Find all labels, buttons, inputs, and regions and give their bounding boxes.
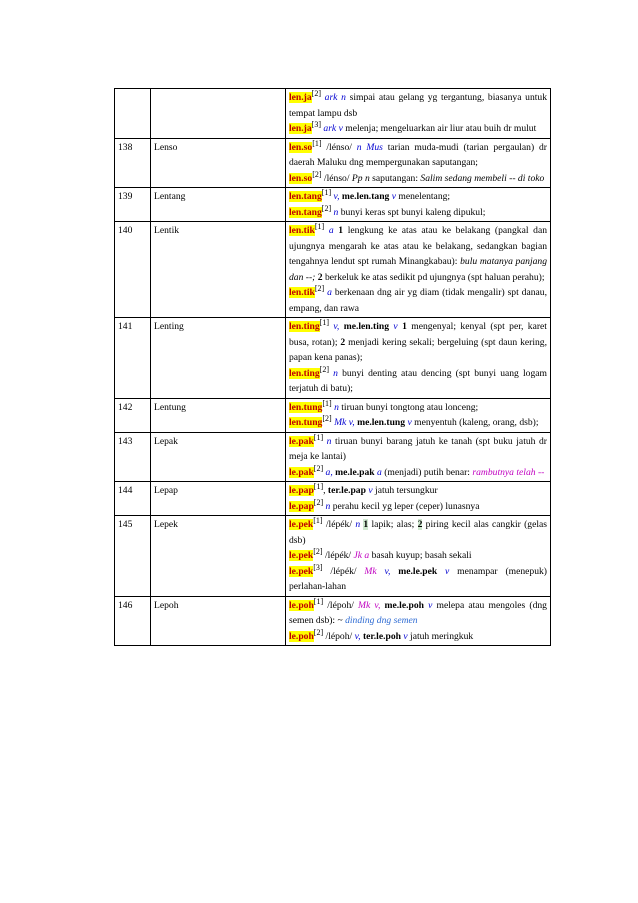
word-class-label: v, <box>333 321 340 332</box>
sense-line <box>289 366 547 397</box>
derived-form: me.len.ting <box>343 321 390 332</box>
homonym-number: [2] <box>312 169 322 179</box>
derived-form: 1 <box>402 321 407 332</box>
headword: len.so <box>289 141 313 153</box>
definition-text: basah kuyup; basah sekali <box>369 550 472 561</box>
region-label: Mk <box>364 565 377 577</box>
entry-definitions <box>286 138 551 188</box>
sense-line <box>289 140 547 171</box>
headword: le.pap <box>289 500 314 512</box>
sense-line <box>289 629 547 645</box>
entry-number: 142 <box>115 398 151 432</box>
word-class-label: a <box>328 225 334 236</box>
word-class-label: a <box>377 466 382 478</box>
headword: le.pak <box>289 435 314 447</box>
homonym-number: [2] <box>319 364 329 374</box>
homonym-number: [3] <box>311 120 321 129</box>
word-class-label: n <box>333 367 338 379</box>
table-row <box>115 318 551 399</box>
definition-text: saputangan: <box>369 172 421 184</box>
definition-text: bunyi denting atau dencing (spt bunyi uang logam terjatuh di batu); <box>289 367 547 394</box>
headword: len.tik <box>289 287 315 298</box>
definition-text: tiruan bunyi barang jatuh ke tanah (spt buku jatuh dr meja ke lantai) <box>289 435 547 462</box>
word-class-label: v <box>445 565 450 577</box>
definition-text: (menjadi) putih benar: <box>381 466 473 478</box>
entry-number <box>115 89 151 139</box>
headword: le.pek <box>289 519 314 530</box>
word-class-label: v <box>391 191 396 202</box>
definition-text: piring kecil alas cangkir (gelas dsb) <box>289 519 548 546</box>
sense-line <box>289 285 547 316</box>
word-class-label: n <box>325 500 331 512</box>
derived-form: ter.le.pap <box>327 485 366 496</box>
entry-number: 146 <box>115 596 151 646</box>
entry-word: Lentang <box>151 188 286 222</box>
derived-form: ter.le.poh <box>362 630 401 642</box>
definition-text: jatuh tersungkur <box>372 485 438 496</box>
word-class-label: v <box>368 485 373 496</box>
homonym-number: [2] <box>314 284 325 293</box>
headword: le.poh <box>289 630 314 642</box>
headword: len.tang <box>289 191 322 202</box>
sense-line <box>289 171 547 187</box>
sense-line <box>289 499 547 515</box>
word-class-label: n <box>333 206 339 218</box>
table-row <box>115 89 551 139</box>
derived-form: me.len.tang <box>341 191 390 202</box>
definition-text: lengkung ke atas atau ke belakang (pangkal dan ujungnya mengarah ke atas atau ke belakang, sedangkan bagian tengahnya lendut spt rumah Minangkabau): <box>289 225 547 267</box>
sense-line <box>289 415 547 431</box>
entry-number: 144 <box>115 482 151 516</box>
definition-text: melenja; mengeluarkan air liur atau buih dr mulut <box>342 123 537 134</box>
region-label: Mk v, <box>358 599 381 611</box>
word-class-label: v, <box>354 630 361 642</box>
sense-line <box>289 90 547 121</box>
definition-text: /lépék/ <box>322 550 354 561</box>
sense-number: 1 <box>363 519 369 530</box>
entry-definitions <box>286 188 551 222</box>
homonym-number: [1] <box>312 138 322 148</box>
word-class-label: Mk <box>334 417 347 428</box>
table-row <box>115 432 551 482</box>
definition-text: melepa atau mengoles (dng semen dsb): ~ <box>289 599 547 626</box>
entry-definitions <box>286 222 551 318</box>
headword: le.pek <box>289 550 314 561</box>
homonym-number: [1] <box>314 222 325 231</box>
definition-text: menyentuh (kaleng, orang, dsb); <box>411 417 539 428</box>
sense-line <box>289 319 547 366</box>
definition-text: menampar (menepuk) perlahan-lahan <box>289 565 547 592</box>
definition-text: menelentang; <box>396 191 451 202</box>
region-label: Jk a <box>353 550 370 561</box>
definition-text: /lénso/ <box>321 141 357 153</box>
entry-definitions <box>286 398 551 432</box>
homonym-number: [2] <box>322 414 332 423</box>
table-row <box>115 596 551 646</box>
sense-line <box>289 564 547 595</box>
definition-text: , <box>323 485 328 496</box>
word-class-label: v <box>403 630 408 642</box>
definition-text: jatuh meringkuk <box>407 630 474 642</box>
word-class-label: v, <box>333 191 340 202</box>
homonym-number: [2] <box>313 627 324 637</box>
homonym-number: [1] <box>313 432 324 442</box>
homonym-number: [2] <box>313 463 324 473</box>
definition-text: bunyi keras spt bunyi kaleng dipukul; <box>338 206 486 218</box>
sense-line <box>289 483 547 499</box>
entry-number: 143 <box>115 432 151 482</box>
word-class-label: v, <box>348 417 355 428</box>
entry-number: 140 <box>115 222 151 318</box>
word-class-label: a, <box>325 466 333 478</box>
definition-text: mengenyal; kenyal (spt per, karet busa, rotan); <box>289 321 547 348</box>
derived-form: me.len.tung <box>357 417 406 428</box>
entry-definitions <box>286 482 551 516</box>
sense-line <box>289 189 547 205</box>
italic-text: Pp n <box>351 172 370 184</box>
word-class-label: n <box>326 435 332 447</box>
definition-text: lapik; alas; <box>368 519 418 530</box>
definition-text: /lénso/ <box>321 172 352 184</box>
derived-form: me.le.pak <box>335 466 375 478</box>
sense-line <box>289 205 547 221</box>
sense-line <box>289 465 547 481</box>
table-row <box>115 398 551 432</box>
table-row <box>115 188 551 222</box>
homonym-number: [1] <box>313 482 324 491</box>
definition-text: /lépék/ <box>322 519 356 530</box>
entry-definitions <box>286 318 551 399</box>
italic-text: Salim sedang membeli -- di toko <box>420 172 545 184</box>
headword: len.tung <box>289 401 323 413</box>
word-class-label: n <box>355 519 361 530</box>
word-class-label: n Mus <box>356 141 383 153</box>
word-class-label: v <box>428 599 433 611</box>
word-class-label: v, <box>384 565 391 577</box>
definition-text: /lépoh/ <box>323 630 355 642</box>
headword: le.pak <box>289 466 314 478</box>
sense-number: 2 <box>417 519 423 530</box>
definition-text: perahu kecil yg leper (ceper) lunasnya <box>330 500 480 512</box>
entry-word: Lepek <box>151 516 286 597</box>
region-label: rambutnya telah -- <box>472 466 545 478</box>
table-row <box>115 482 551 516</box>
headword: len.ja <box>289 92 312 103</box>
sense-line <box>289 517 547 548</box>
derived-form: 2 <box>317 271 323 283</box>
entry-number: 139 <box>115 188 151 222</box>
entry-number: 141 <box>115 318 151 399</box>
table-row <box>115 222 551 318</box>
table-row <box>115 138 551 188</box>
entry-definitions <box>286 596 551 646</box>
headword: len.ting <box>289 367 320 379</box>
entry-word: Lepap <box>151 482 286 516</box>
definition-text: berkenaan dng air yg diam (tidak mengalir) spt danau, empang, dan rawa <box>289 287 547 314</box>
entry-word: Lepoh <box>151 596 286 646</box>
word-class-label: ark n <box>324 92 346 103</box>
homonym-number: [1] <box>321 188 332 197</box>
entry-word: Lenting <box>151 318 286 399</box>
homonym-number: [2] <box>313 547 323 556</box>
dictionary-body <box>115 89 551 646</box>
homonym-number: [1] <box>322 398 332 408</box>
derived-form: me.le.pek <box>398 565 438 577</box>
entry-word <box>151 89 286 139</box>
definition-text: menjadi kering sekali; bergeluing (spt daun kering, papan kena panas); <box>289 336 547 363</box>
sense-line <box>289 548 547 564</box>
headword: le.poh <box>289 599 314 611</box>
word-class-label: n <box>334 401 339 413</box>
entry-definitions <box>286 89 551 139</box>
entry-number: 138 <box>115 138 151 188</box>
entry-definitions <box>286 516 551 597</box>
derived-form: 2 <box>340 336 346 348</box>
sense-line <box>289 223 547 285</box>
dictionary-table <box>114 88 551 646</box>
definition-text: berkeluk ke atas sedikit pd ujungnya (spt haluan perahu); <box>322 271 545 283</box>
homonym-number: [3] <box>313 562 323 572</box>
homonym-number: [1] <box>313 596 324 606</box>
homonym-number: [2] <box>321 203 332 213</box>
headword: le.pap <box>289 485 314 496</box>
entry-number: 145 <box>115 516 151 597</box>
derived-form: 1 <box>338 225 344 236</box>
headword: len.ting <box>289 321 320 332</box>
definition-text: tiruan bunyi tongtong atau lonceng; <box>338 401 479 413</box>
headword: len.tang <box>289 206 322 218</box>
headword: len.tung <box>289 417 323 428</box>
entry-word: Lenso <box>151 138 286 188</box>
entry-definitions <box>286 432 551 482</box>
word-class-label: v <box>393 321 398 332</box>
homonym-number: [1] <box>319 318 329 327</box>
word-class-label: a <box>327 287 332 298</box>
definition-text: /lépék/ <box>322 565 365 577</box>
entry-word: Lentik <box>151 222 286 318</box>
headword: len.ja <box>289 123 312 134</box>
sense-line <box>289 598 547 629</box>
derived-form: me.le.poh <box>384 599 424 611</box>
definition-text: /lépoh/ <box>323 599 359 611</box>
definition-text: simpai atau gelang yg tergantung, biasanya untuk tempat lampu dsb <box>289 92 548 119</box>
italic-text: bulu matanya panjang dan --; <box>289 256 548 283</box>
word-class-label: v <box>407 417 412 428</box>
homonym-number: [2] <box>311 89 321 98</box>
definition-text <box>437 566 445 577</box>
homonym-number: [2] <box>313 497 324 507</box>
sense-line <box>289 121 547 137</box>
definition-text: tarian muda-mudi (tarian pergaulan) dr daerah Maluku dng mempergunakan saputangan; <box>289 141 547 168</box>
entry-word: Lentung <box>151 398 286 432</box>
word-class-label: ark v <box>323 123 343 134</box>
headword: len.tik <box>289 225 315 236</box>
table-row <box>115 516 551 597</box>
homonym-number: [1] <box>313 516 323 525</box>
headword: le.pek <box>289 565 314 577</box>
example-phrase: dinding dng semen <box>345 615 418 626</box>
entry-word: Lepak <box>151 432 286 482</box>
sense-line <box>289 400 547 416</box>
headword: len.so <box>289 172 313 184</box>
sense-line <box>289 434 547 465</box>
